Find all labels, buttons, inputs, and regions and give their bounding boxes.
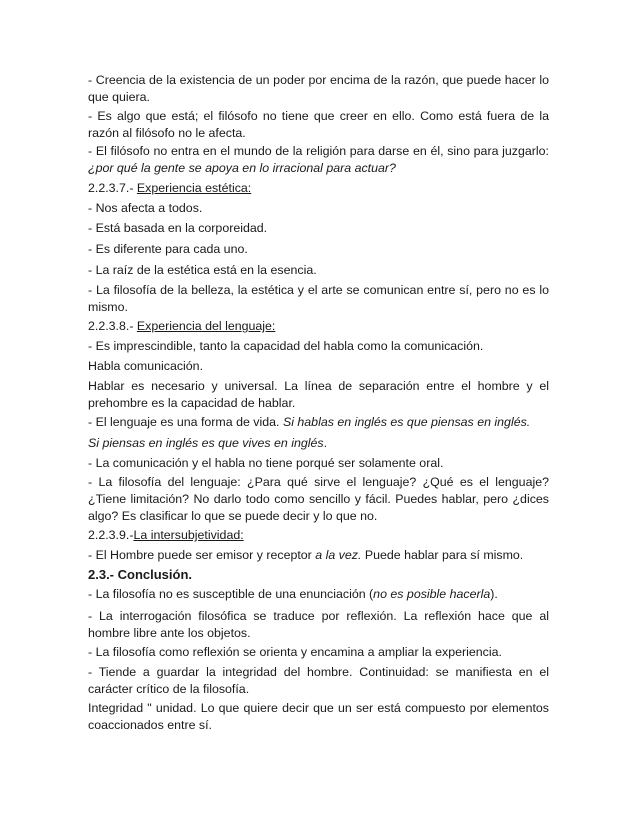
paragraph-religion (88, 143, 549, 177)
enunciacion-italic: no es posible hacerla (373, 587, 491, 601)
paragraph-filosofia-lenguaje: - La filosofía del lenguaje: ¿Para qué sirve el lenguaje? ¿Qué es el lenguaje? ¿Tiene limitación? No darlo todo como sencillo y fácil. Puedes hablar, pero ¿dices algo? Es clasificar lo que se puede decir y lo que no. (88, 475, 549, 523)
paragraph-forma-de-vida (88, 414, 549, 431)
enunciacion-text: - La filosofía no es susceptible de una enunciación ( (88, 587, 374, 601)
heading-number: 2.2.3.9.- (88, 528, 134, 542)
heading-title: Experiencia del lenguaje: (136, 319, 276, 333)
paragraph-reflexion: - La filosofía como reflexión se orienta y encamina a ampliar la experiencia. (88, 645, 502, 659)
list-item: - Está basada en la corporeidad. (88, 221, 268, 235)
enunciacion-tail: ). (490, 587, 498, 601)
paragraph-hablar-necesario: Hablar es necesario y universal. La línea de separación entre el hombre y el prehombre es la capacidad de hablar. (88, 379, 549, 410)
list-item: - Nos afecta a todos. (88, 201, 203, 215)
emisor-tail: Puede hablar para sí mismo. (361, 548, 524, 562)
paragraph-habla: Habla comunicación. (88, 359, 204, 373)
heading-title: Experiencia estética: (136, 181, 252, 195)
paragraph-enunciacion (88, 586, 549, 603)
list-item: - Es imprescindible, tanto la capacidad del habla como la comunicación. (88, 339, 484, 353)
list-item: - La raíz de la estética está en la esencia. (88, 263, 317, 277)
religion-text: - El filósofo no entra en el mundo de la religión para darse en él, sino para juzgarlo: (88, 144, 549, 158)
paragraph-creencia: - Creencia de la existencia de un poder por encima de la razón, que puede hacer lo que quiera. (88, 73, 549, 104)
paragraph-emisor-receptor (88, 547, 549, 564)
emisor-italic: a la vez. (315, 548, 362, 562)
religion-question: ¿por qué la gente se apoya en lo irracional para actuar? (88, 161, 396, 175)
piensas-quote: Si piensas en inglés es que vives en inglés (88, 436, 324, 450)
heading-experiencia-lenguaje (88, 318, 549, 335)
heading-number: 2.2.3.8.- (88, 319, 137, 333)
forma-de-vida-text: - El lenguaje es una forma de vida. (88, 415, 283, 429)
paragraph-integridad-unidad: Integridad " unidad. Lo que quiere decir que un ser está compuesto por elementos coaccionados entre sí. (88, 701, 549, 732)
heading-conclusion: 2.3.- Conclusión. (88, 567, 193, 582)
heading-number: 2.2.3.7.- (88, 181, 137, 195)
heading-intersubjetividad (88, 527, 549, 544)
heading-experiencia-estetica (88, 180, 549, 197)
list-item: - Es diferente para cada uno. (88, 242, 248, 256)
piensas-tail: . (323, 436, 328, 450)
list-item: - La comunicación y el habla no tiene porqué ser solamente oral. (88, 456, 444, 470)
paragraph-filosofo-creer: - Es algo que está; el filósofo no tiene que creer en ello. Como está fuera de la razón al filósofo no le afecta. (88, 109, 549, 140)
paragraph-interrogacion: - La interrogación filosófica se traduce por reflexión. La reflexión hace que al hombre libre ante los objetos. (88, 609, 549, 640)
paragraph-integridad-hombre: - Tiende a guardar la integridad del hombre. Continuidad: se manifiesta en el carácter crítico de la filosofía. (88, 665, 549, 696)
forma-de-vida-quote: Si hablas en inglés es que piensas en inglés. (282, 415, 531, 429)
heading-title: La intersubjetividad: (133, 528, 244, 542)
list-item: - La filosofía de la belleza, la estética y el arte se comunican entre sí, pero no es lo mismo. (88, 283, 549, 314)
paragraph-piensas (88, 435, 549, 452)
emisor-text: - El Hombre puede ser emisor y receptor (88, 548, 316, 562)
